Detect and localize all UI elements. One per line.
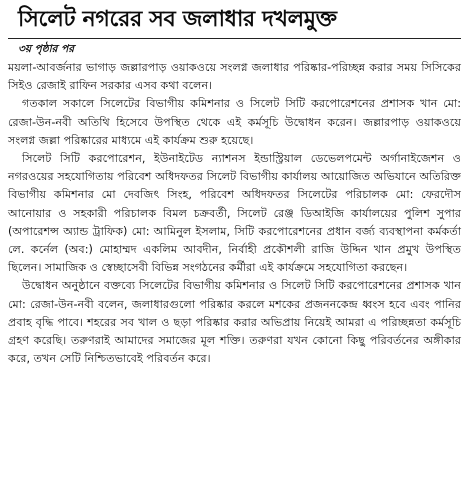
article-headline: সিলেট নগরের সব জলাধার দখলমুক্ত bbox=[18, 7, 337, 32]
article-body bbox=[8, 59, 461, 368]
article-paragraph: গতকাল সকালে সিলেটের বিভাগীয় কমিশনার ও সিলেট সিটি করপোরেশনের প্রশাসক খান মো: রেজা-উন-নবী অতিথি হিসেবে উপস্থিত থেকে এই কর্মসূচি উদ্বোধন করেন। জল্লারপাড় ওয়াকওয়ে সংলগ্ন জল্লা পরিষ্কারের মাধ্যমে এই কার্যক্রম শুরু হয়েছে। bbox=[8, 97, 461, 147]
article-paragraph: ময়লা-আবর্জনার ভাগাড় জল্লারপাড় ওয়াকওয়ে সংলগ্ন জলাধার পরিষ্কার-পরিচ্ছন্ন করার সময় সিসিকের সিইও রেজাই রাফিন সরকার এসব কথা বলেন। bbox=[8, 61, 461, 93]
article-paragraph: উদ্বোধন অনুষ্ঠানে বক্তব্যে সিলেটের বিভাগীয় কমিশনার ও সিলেট সিটি করপোরেশনের প্রশাসক খান মো: রেজা-উন-নবী বলেন, জলাধারগুলো পরিষ্কার করলে মশকের প্রজননকেন্দ্র ধ্বংস হবে এবং পানির প্রবাহ বৃদ্ধি পাবে। শহরের সব খাল ও ছড়া পরিষ্কার করার অভিপ্রায় নিয়েই আমরা এ পরিচ্ছন্নতা কর্মসূচি গ্রহণ করেছি। তরুণরাই আমাদের সমাজের মূল শক্তি। তরুণরা যখন কোনো কিছু পরিবর্তনের অঙ্গীকার করে, তখন সেটি নিশ্চিতভাবেই পরিবর্তন করে। bbox=[8, 279, 461, 366]
continued-from-label: ৩য় পৃষ্ঠার পর bbox=[18, 43, 75, 55]
headline-divider bbox=[8, 38, 461, 39]
article-paragraph: সিলেট সিটি করপোরেশন, ইউনাইটেড ন্যাশনস ইন্ডাস্ট্রিয়াল ডেভেলপমেন্ট অর্গানাইজেশন ও নগরওয়ের সহযোগিতায় পরিবেশ অধিদফতর সিলেট বিভাগীয় কার্যালয় আয়োজিত অভিযানে অতিরিক্ত বিভাগীয় কমিশনার মো দেবজিৎ সিংহ, পরিবেশ অধিদফতর সিলেটের পরিচালক মো: ফেরদৌস আনোয়ার ও সহকারী পরিচালক বিমল চক্রবর্তী, সিলেট রেঞ্জ ডিআইজি কার্যালয়ের পুলিশ সুপার (অপারেশন্স অ্যান্ড ট্রাফিক) মো: আমিনুল ইসলাম, সিটি করপোরেশনের প্রধান বর্জ্য ব্যবস্থাপনা কর্মকর্তা লে. কর্নেল (অব:) মোহাম্মদ একলিম আবদীন, নির্বাহী প্রকৌশলী রাজি উদ্দিন খান প্রমুখ উপস্থিত ছিলেন। সামাজিক ও স্বেচ্ছাসেবী বিভিন্ন সংগঠনের কর্মীরা এই কার্যক্রমে সহযোগিতা করছেন। bbox=[8, 152, 461, 275]
